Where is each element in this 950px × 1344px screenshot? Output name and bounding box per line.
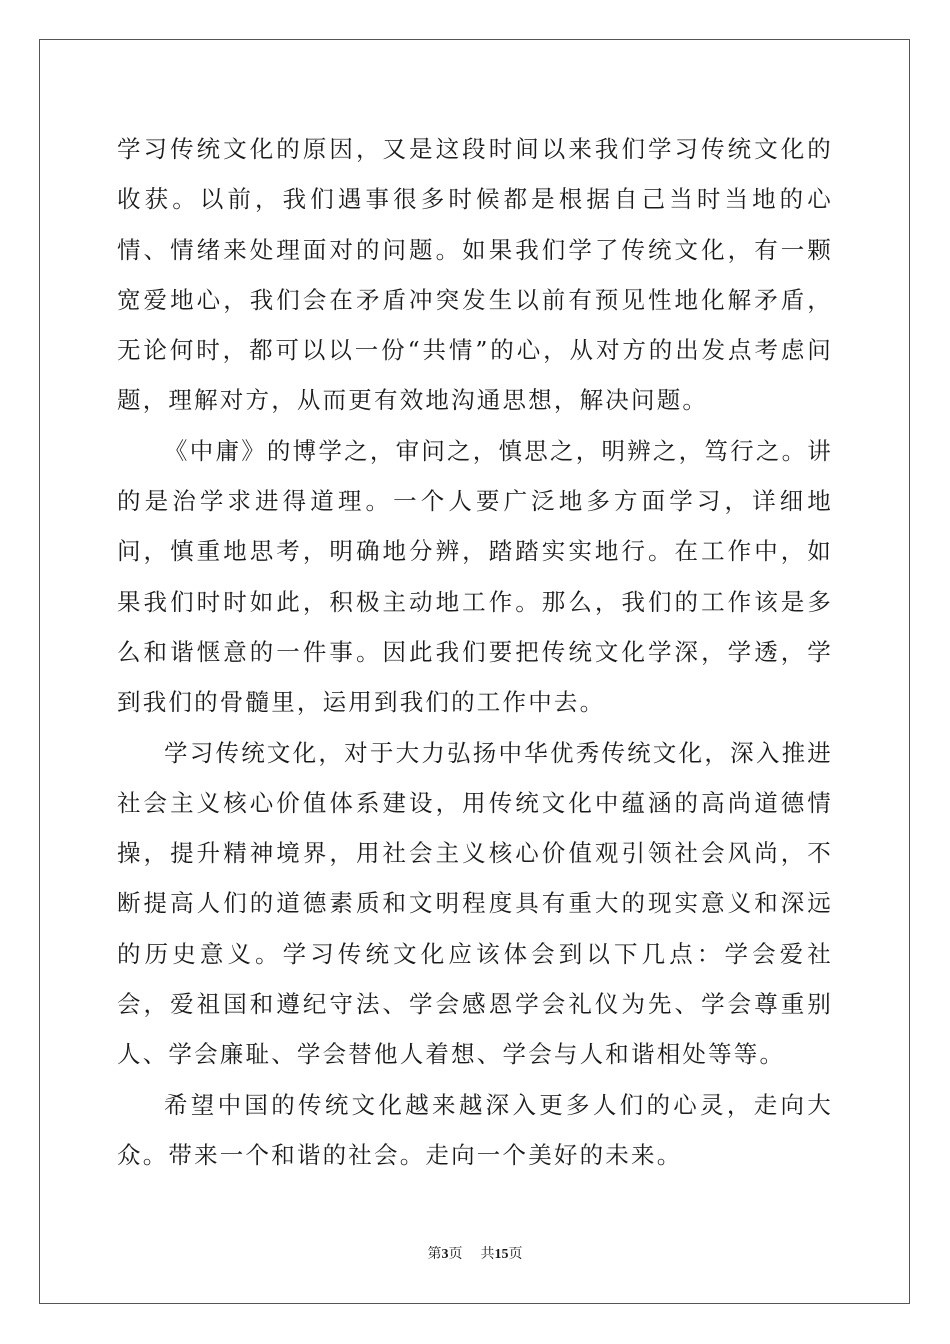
page-footer xyxy=(0,1243,950,1263)
paragraph-4: 希望中国的传统文化越来越深入更多人们的心灵，走向大众。带来一个和谐的社会。走向一个美好的未来。 xyxy=(117,1090,833,1169)
document-body xyxy=(117,124,833,1180)
paragraph-3: 学习传统文化，对于大力弘扬中华优秀传统文化，深入推进社会主义核心价值体系建设，用传统文化中蕴涵的高尚道德情操，提升精神境界，用社会主义核心价值观引领社会风尚，不断提高人们的道德素质和文明程度具有重大的现实意义和深远的历史意义。学习传统文化应该体会到以下几点：学会爱社会，爱祖国和遵纪守法、学会感恩学会礼仪为先、学会尊重别人、学会廉耻、学会替他人着想、学会与人和谐相处等等。 xyxy=(117,738,833,1069)
paragraph-1: 学习传统文化的原因，又是这段时间以来我们学习传统文化的收获。以前，我们遇事很多时候都是根据自己当时当地的心情、情绪来处理面对的问题。如果我们学了传统文化，有一颗宽爱地心，我们会在矛盾冲突发生以前有预见性地化解矛盾，无论何时，都可以以一份“共情”的心，从对方的出发点考虑问题，理解对方，从而更有效地沟通思想，解决问题。 xyxy=(117,135,833,415)
total-suffix: 页 xyxy=(508,1247,523,1262)
paragraph-2: 《中庸》的博学之，审问之，慎思之，明辨之，笃行之。讲的是治学求进得道理。一个人要广泛地多方面学习，详细地问，慎重地思考，明确地分辨，踏踏实实地行。在工作中，如果我们时时如此，积极主动地工作。那么，我们的工作该是多么和谐惬意的一件事。因此我们要把传统文化学深，学透，学到我们的骨髓里，运用到我们的工作中去。 xyxy=(117,436,833,717)
total-prefix: 共 xyxy=(480,1247,495,1262)
total-pages: 15 xyxy=(494,1247,509,1262)
page-prefix: 第 xyxy=(427,1247,442,1262)
page-suffix: 页 xyxy=(448,1247,463,1262)
page-number: 3 xyxy=(441,1247,449,1262)
